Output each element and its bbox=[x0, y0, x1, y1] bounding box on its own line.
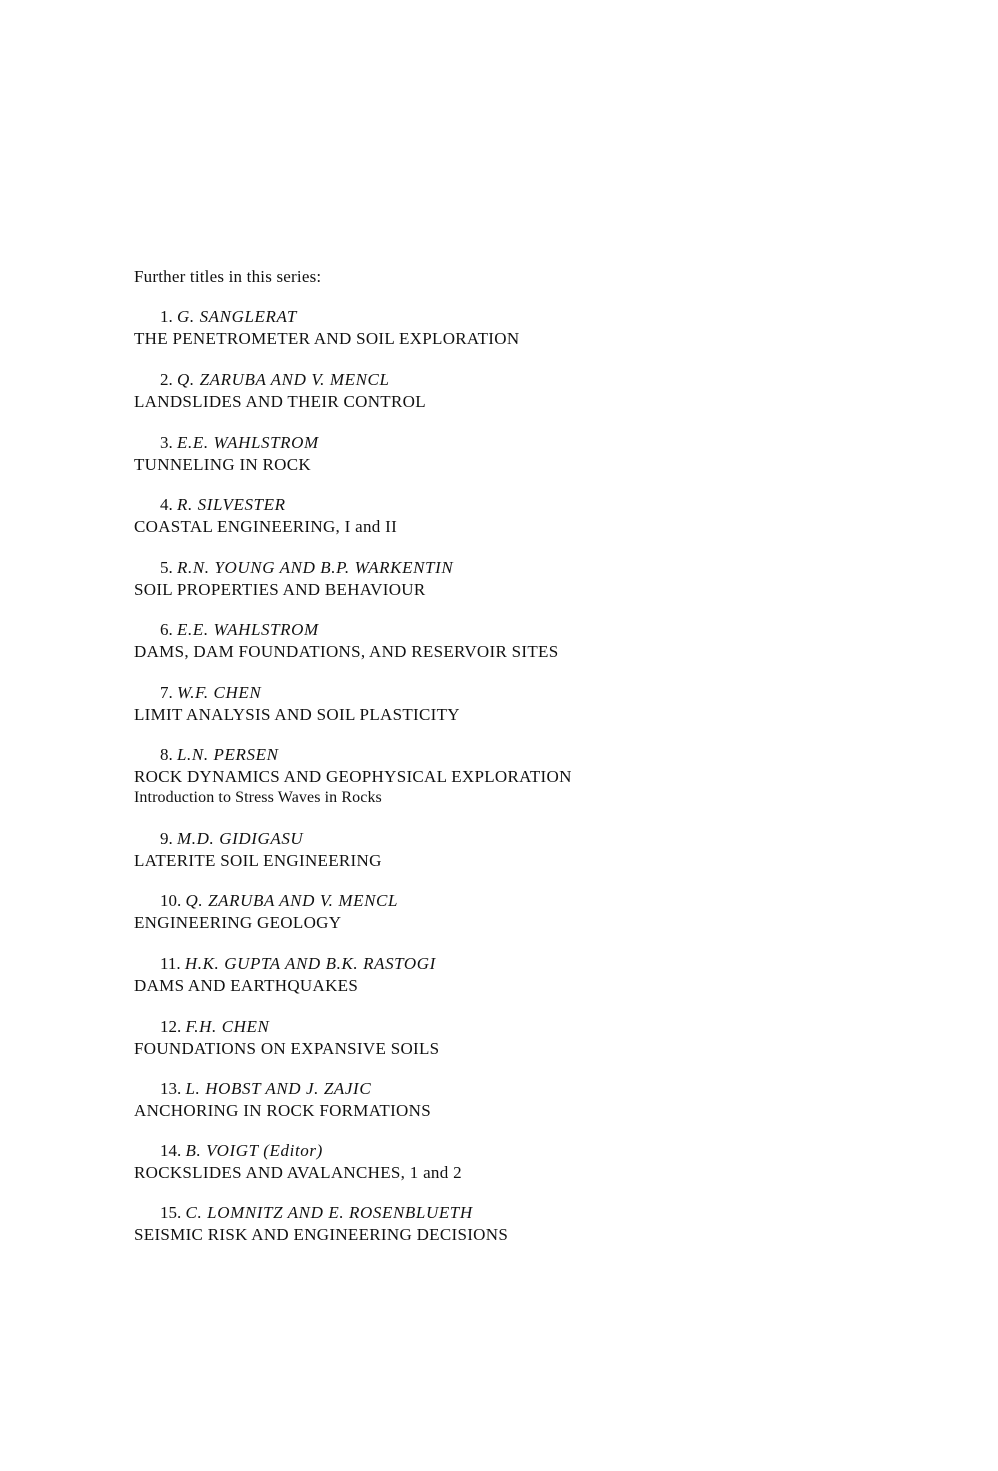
entry-author-line bbox=[134, 369, 914, 391]
entry-title: LIMIT ANALYSIS AND SOIL PLASTICITY bbox=[134, 705, 460, 724]
entry-author: W.F. CHEN bbox=[177, 683, 262, 702]
entry-subtitle: Introduction to Stress Waves in Rocks bbox=[134, 789, 382, 806]
entry-number: 11. bbox=[160, 954, 181, 973]
entry-author-line bbox=[134, 828, 914, 850]
entry-number: 3. bbox=[160, 433, 173, 452]
entry-author-line bbox=[134, 432, 914, 454]
entry-number: 6. bbox=[160, 620, 173, 639]
entry-title: DAMS, DAM FOUNDATIONS, AND RESERVOIR SITES bbox=[134, 642, 559, 661]
series-entry-4 bbox=[134, 494, 914, 538]
entry-title: THE PENETROMETER AND SOIL EXPLORATION bbox=[134, 329, 520, 348]
entry-author: M.D. GIDIGASU bbox=[177, 829, 304, 848]
series-entry-6 bbox=[134, 619, 914, 663]
entry-author-line bbox=[134, 953, 914, 975]
entry-number: 13. bbox=[160, 1079, 182, 1098]
entry-author: Q. ZARUBA AND V. MENCL bbox=[177, 370, 390, 389]
entry-author-line bbox=[134, 1078, 914, 1100]
series-entry-7 bbox=[134, 682, 914, 726]
series-entry-3 bbox=[134, 432, 914, 476]
entry-number: 1. bbox=[160, 307, 173, 326]
series-entry-5 bbox=[134, 557, 914, 601]
entry-author: H.K. GUPTA AND B.K. RASTOGI bbox=[184, 954, 436, 973]
series-entry-12 bbox=[134, 1016, 914, 1060]
series-entry-10 bbox=[134, 890, 914, 934]
entry-number: 2. bbox=[160, 370, 173, 389]
entry-author-line bbox=[134, 1140, 914, 1162]
entry-title: ROCKSLIDES AND AVALANCHES, 1 and 2 bbox=[134, 1163, 462, 1182]
entry-author-line bbox=[134, 1202, 914, 1224]
entry-number: 5. bbox=[160, 558, 173, 577]
entry-author: R. SILVESTER bbox=[177, 495, 286, 514]
entry-author: C. LOMNITZ AND E. ROSENBLUETH bbox=[185, 1203, 473, 1222]
entry-author-line bbox=[134, 619, 914, 641]
entry-number: 7. bbox=[160, 683, 173, 702]
series-entry-9 bbox=[134, 828, 914, 872]
entry-author-line bbox=[134, 682, 914, 704]
entry-title: COASTAL ENGINEERING, I and II bbox=[134, 517, 398, 536]
entry-author: E.E. WAHLSTROM bbox=[177, 433, 319, 452]
series-entry-13 bbox=[134, 1078, 914, 1122]
entry-author-line bbox=[134, 494, 914, 516]
series-entry-14 bbox=[134, 1140, 914, 1184]
entry-author-line bbox=[134, 306, 914, 328]
entry-author: E.E. WAHLSTROM bbox=[177, 620, 319, 639]
entry-author: R.N. YOUNG AND B.P. WARKENTIN bbox=[177, 558, 454, 577]
entry-title: DAMS AND EARTHQUAKES bbox=[134, 976, 359, 995]
series-entry-1 bbox=[134, 306, 914, 350]
entry-title: SEISMIC RISK AND ENGINEERING DECISIONS bbox=[134, 1225, 509, 1244]
entry-author: L.N. PERSEN bbox=[177, 745, 279, 764]
series-entry-8 bbox=[134, 744, 914, 808]
entry-title: SOIL PROPERTIES AND BEHAVIOUR bbox=[134, 580, 426, 599]
entry-author: G. SANGLERAT bbox=[177, 307, 297, 326]
entry-author-line bbox=[134, 890, 914, 912]
entry-number: 8. bbox=[160, 745, 173, 764]
series-heading: Further titles in this series: bbox=[134, 267, 322, 286]
entry-title: FOUNDATIONS ON EXPANSIVE SOILS bbox=[134, 1039, 440, 1058]
series-list-page bbox=[134, 266, 914, 1244]
entry-title: ENGINEERING GEOLOGY bbox=[134, 913, 342, 932]
series-entry-15 bbox=[134, 1202, 914, 1246]
entry-number: 14. bbox=[160, 1141, 182, 1160]
entry-number: 4. bbox=[160, 495, 173, 514]
entry-number: 12. bbox=[160, 1017, 182, 1036]
entry-number: 15. bbox=[160, 1203, 182, 1222]
entry-title: TUNNELING IN ROCK bbox=[134, 455, 311, 474]
series-entry-11 bbox=[134, 953, 914, 997]
series-entry-2 bbox=[134, 369, 914, 413]
entry-author: F.H. CHEN bbox=[185, 1017, 270, 1036]
entry-title: LATERITE SOIL ENGINEERING bbox=[134, 851, 382, 870]
entry-title: ANCHORING IN ROCK FORMATIONS bbox=[134, 1101, 431, 1120]
entry-author: L. HOBST AND J. ZAJIC bbox=[185, 1079, 372, 1098]
entry-author-line bbox=[134, 557, 914, 579]
entry-number: 9. bbox=[160, 829, 173, 848]
entry-author-line bbox=[134, 744, 914, 766]
entry-author-line bbox=[134, 1016, 914, 1038]
entry-author: Q. ZARUBA AND V. MENCL bbox=[185, 891, 399, 910]
entry-number: 10. bbox=[160, 891, 182, 910]
entry-title: ROCK DYNAMICS AND GEOPHYSICAL EXPLORATION bbox=[134, 767, 572, 786]
entry-author: B. VOIGT (Editor) bbox=[185, 1141, 323, 1160]
entry-title: LANDSLIDES AND THEIR CONTROL bbox=[134, 392, 426, 411]
